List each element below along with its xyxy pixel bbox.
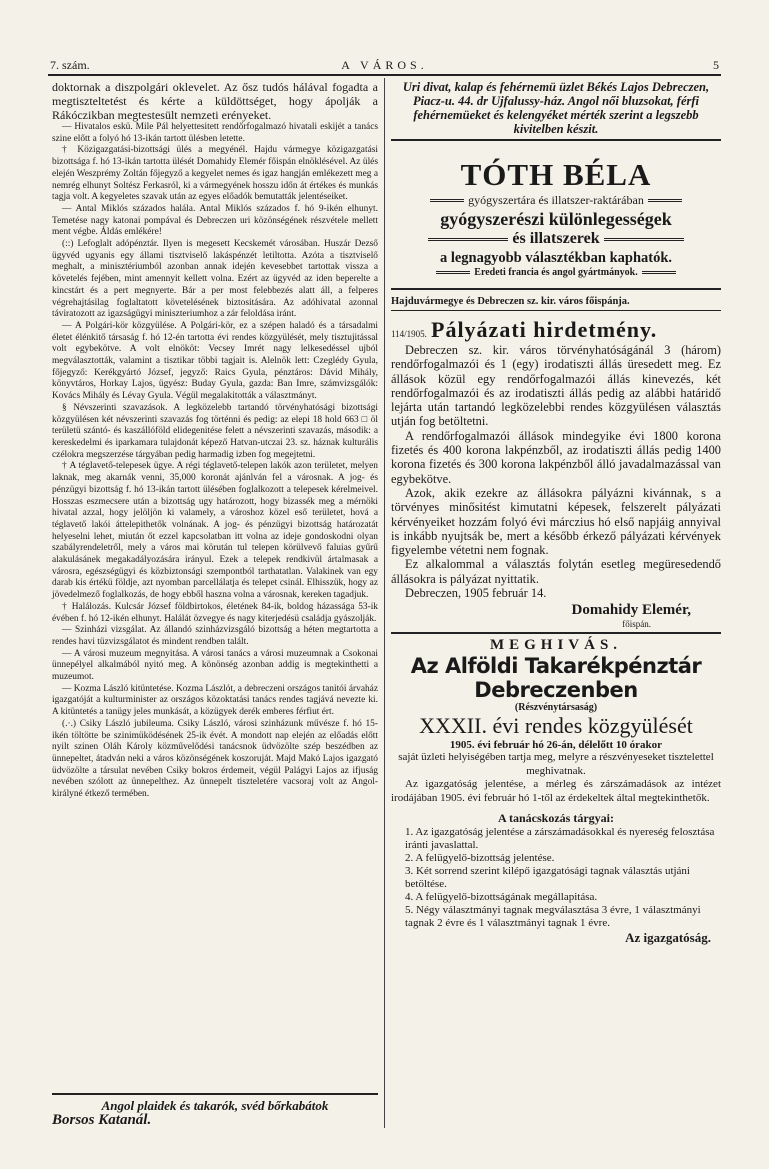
news-item: † Közigazgatási-bizottsági ülés a megyénél. Hajdu vármegye közigazgatási bizottsága f. hó 13-ikán tartotta ülését Domahidy Elemér főispán elnöklésével. Az ülés elején Weszprémy Zoltán főjegyző a kegyelet nemes és igaz hangján emlékezett meg a nemrég elhunyt Soltész Ferkasról, ki a vármegyének hosszu időn át értékes és munkás tagja volt. A kegyeletes szavak után az egyes előadók bemutatták jelentéseiket. (52, 145, 378, 203)
news-item: — A Polgári-kör közgyülése. A Polgári-kör, ez a szépen haladó és a társadalmi életet élénkitő társaság f. hó 12-én tartotta évi rendes közgyülését, mely tisztujitással volt egybekötve. A volt elnököt: Vecsey Imrét nagy lelkesedéssel ujból megválasztották, valamint a tisztikar többi tagjait is. Alelnök lett: Czeglédy Gyula, főjegyző: Kerékgyártó József, jegyző: Raics Gyula, pénztáros: Dávid Mihály, könyvtáros, Horkay Lajos, ügyész: Buday Gyula, gazda: Ban Imre, számvizsgálók: Kovács Mihály és Lévay Gyula. Végül megalakitották a választmányt. (52, 320, 378, 402)
news-item: — A városi muzeum megnyitása. A városi tanács a városi muzeumnak a Csokonai ünnepélyel alkalmából nyitó meg. A könönség azonban addig is megtekinthetti a muzeumot. (52, 648, 378, 683)
meeting-date: 1905. évi február hó 26-án, délelőtt 10 órakor (449, 739, 663, 752)
left-column (52, 80, 378, 801)
column-divider (384, 78, 385, 1128)
page-header (50, 58, 719, 74)
news-item: † Halálozás. Kulcsár József földbirtokos, életének 84-ik, boldog házassága 53-ik évében f. hó 12-ikén elhunyt. Halálát özvegye és nagy kiterjedésü családja gyászolják. (52, 601, 378, 624)
news-item: — Hivatalos eskü. Mile Pál helyettesitett rendőrfogalmazó hivatali eskijét a tanács szine előtt a folyó hó 13-ikán tartott ülésben letette. (52, 122, 378, 144)
agenda-list (391, 826, 721, 930)
section-rule (391, 310, 721, 311)
newspaper-title: A VÁROS. (341, 58, 428, 72)
notice-number: 114/1905. (391, 329, 427, 339)
agenda-item: 4. A felügyelő-bizottságának megállapitása. (405, 891, 598, 904)
double-rule (430, 199, 464, 202)
fashion-advertisement: Uri divat, kalap és fehérnemü üzlet Békés Lajos Debreczen, Piacz-u. 44. dr Ujfalussy-ház. Angol női bluzsokat, férfi fehérnemüeket és kelengyéket mérték szerint a legszebb kivitelben készit. (402, 80, 710, 136)
news-item: — Szinházi vizsgálat. Az állandó szinházvizsgáló bizottság a héten megtartotta a rendes havi tüzvizsgálatot és mindent rendben talált. (52, 625, 378, 647)
section-rule (391, 632, 721, 634)
agenda-item: 1. Az igazgatóság jelentése a zárszámadásokkal és nyereség felosztása iránti javaslattal. (405, 826, 715, 852)
ad-line: Angol plaidek és takarók, svéd bőrkabátok (101, 1098, 329, 1113)
news-item: (.·.) Csiky László jubileuma. Csiky László, városi szinházunk művésze f. hó 15-ikén töltötte be szinimüködésének 25-ik évét. A mondott nap elején az előadás előtt nyilt szinen Oláh Károly közművelődési tanácsnok üdvözölte szép beszédben az ünnepeltet, átadván neki a város közönségének koszoruját. Majd Makó Lajos igazgató üdvözölte a társulat nevében Csiky bokros érdemeit, végül Palágyi Lajos az ifjuság nevében szólott az ünnepelthez. Az ünnepelt tiszteletére vacsoraj volt az Angol-királyné étkező termében. (52, 718, 378, 800)
issue-number: 7. szám. (50, 58, 90, 72)
news-item: — Kozma László kitüntetése. Kozma Lászlót, a debreczeni országos tanitói árvaház igazgatóját a kulturminister az országos közoktatási tanács rendes tagjává nevezte ki. A kitüntetés a tanügy jeles munkását, a közügyek derék emberes férfiut ért. (52, 683, 378, 718)
bank-signoff: Az igazgatóság. (625, 930, 711, 946)
right-column (391, 80, 721, 946)
ad-shop-name: Borsos Katanál. (52, 1112, 152, 1128)
news-item: § Névszerinti szavazások. A legközelebb tartandó törvényhatósági bizottsági közgyülésen két névszerinti szavazás fog történni és pedig: az elepi 18 hold 663 □ öl területü szántó- és kaszállóföld elidegenitése felett a névszerinti szavazás, második: a kereskedelmi és iparkamara tulajdonát képező Hatvan-utczai 23. sz. háznak kulturális czélokra megszerzése tárgyában pedig harmadig izben fog megejtetni. (52, 402, 378, 460)
bottom-advertisement (52, 1090, 378, 1128)
double-rule (428, 238, 508, 241)
notice-body: Debreczen sz. kir. város törvényhatóságánál 3 (három) rendőrfogalmazói és 1 (egy) irodatiszti állás üresedett meg. Ez állások közül egy rendőrfogalmazói állás kinevezés, két rendőrfogalmazói és az irodatiszti állás pedig az alábbi határidő lejárta után tartandó legközelebbi rendes közgyülésen választás utján fog betöltetni. A rendőrfogalmazói állások mindegyike évi 1800 korona fizetés és 400 korona lakpénzből, az irodatiszti állás pedig 1400 korona fizetés és 300 korona lakpénzből álló javadalmazással van egybekötve. Azok, akik ezekre az állásokra pályázni kivánnak, s a törvényes minősitést kimutatni képesek, felszerelt pályázati kérvényeiket hozzám folyó évi márczius hó első napjáig annyival is inkább nyujtsák be, mert a később érkező pályázati kérvények figyelembe vétetni nem fognak. Ez alkalommal a választás folytán esetleg megüresedendő állásokra is pályázat nyittatik. Debreczen, 1905 február 14. (391, 343, 721, 601)
bank-type: (Részvénytársaság) (514, 702, 598, 714)
notice-header: Hajduvármegye és Debreczen sz. kir. város főispánja. (391, 296, 630, 307)
meeting-title: XXXII. évi rendes közgyülését (419, 713, 693, 739)
agenda-item: 5. Négy választmányi tagnak megválasztása 3 évre, 1 választmányi tagnak 2 évre és 1 választmányi tagnak 1 évre. (405, 904, 701, 930)
pharmacy-line: a legnagyobb választékban kaphatók. (439, 250, 673, 266)
notice-title: Pályázati hirdetmény. (431, 317, 658, 342)
notice-title-row (391, 317, 721, 343)
pharmacy-line: Eredeti francia és angol gyártmányok. (391, 267, 721, 278)
news-item: † A téglavető-telepesek ügye. A régi téglavető-telepen lakók azon területet, melyen laknak, meg akarnák venni, 35,000 koronát ajánlván fel a városnak. A jog- és pénzügyi bizottság f. hó 13-ikán tartott ülésében foglalkozott a telepesek kérelmeivel. Hosszas eszmecsere után a bizottság ugy határozott, hogy bizassék meg a mérnöki hivatal azzal, hogy jelöljön ki valamely, a városhoz közel eső területet, hová a téglavető lakói áttelepithetők volnának. A jog- és pénzügyi bizottság határozatát helyeselni lehet, miután őt ezzel kapcsolatban itt volna az ideje gondoskodni olyan szabályrendeletről, mely a város mai körután tul telepen körülvevő faluias gyűrű alakulásánek megakadályozására irányul. Ezek a telepek rendkivül ártalmasak a városra, egészségügyi és közbiztonsági szempontból tarthatatlan. Valakinek van egy darab kis értékü földje, azt nyomban parcellálatja és telepet csinál. Elhisszük, hogy az jövedelmező foglalkozás, de hogy ebből haszna volna a városnak, kereken tagadjuk. (52, 461, 378, 601)
double-rule (642, 271, 676, 274)
pharmacy-line: és illatszerek (391, 230, 721, 248)
news-item: — Antal Miklós százados halála. Antal Miklós százados f. hó 9-ikén elhunyt. Temetése nagy katonai pompával és Debreczen uri közönségének részvétele mellett ment végbe. Áldás emlékére! (52, 203, 378, 238)
double-rule (604, 238, 684, 241)
notice-signature: Domahidy Elemér, (571, 602, 691, 619)
news-item: (::) Lefoglalt adópénztár. Ilyen is megesett Kecskemét városában. Huszár Dezső ügyvéd ugyanis egy állami tisztviselő lakáspénzét letiltotta. Azóta a tisztviselő meghalt, a minisztériumból azonban annak idején kevesebbet tartottak vissza a követelés fejében, mint amennyit kellett volna. Ezért az ügyvéd az iden beperelte a kincstárt és a pert megnyerte. Bár a per most felebbezés alatt áll, a felperes végrehajtásilag foglaltatott követelésének biztositására. Az adóhivatal azonnal táviratozott az igazságügyi miniszteriumhoz a zár feloldása iránt. (52, 239, 378, 320)
header-rule (48, 74, 721, 76)
ad-rule (52, 1093, 378, 1095)
agenda-item: 2. A felügyelő-bizottság jelentése. (405, 852, 555, 865)
pharmacy-line: gyógyszertára és illatszer-raktárában (391, 193, 721, 208)
agenda-item: 3. Két sorrend szerint kilépő igazgatósági tagnak választás utjáni betöltése. (405, 865, 690, 891)
section-rule (391, 288, 721, 290)
ad-rule (391, 139, 721, 141)
bank-name: Az Alföldi Takarékpénztár Debreczenben (410, 654, 702, 703)
intro-paragraph: doktornak a diszpolgári oklevelet. Az ősz tudós hálával fogadta a megtiszteltetést és kérte a küldöttséget, hogy ápolják a Rákóczikban megtestesült nemzeti erényeket. (52, 80, 378, 122)
double-rule (648, 199, 682, 202)
meeting-text: saját üzleti helyiségében tartja meg, melyre a részvényeseket tisztelettel meghivatnak. (398, 751, 714, 777)
notice-signature-title: főispán. (622, 619, 651, 630)
pharmacy-line: gyógyszerészi különlegességek (440, 209, 672, 229)
double-rule (436, 271, 470, 274)
page-number: 5 (713, 58, 719, 72)
meeting-text: Az igazgatóság jelentése, a mérleg és zárszámadások az intézet irodájában 1905. évi február hó 1-től az érdekeltek által megtekinthetők. (391, 778, 721, 804)
invitation-heading: MEGHIVÁS. (489, 637, 623, 654)
pharmacy-name: TÓTH BÉLA (460, 157, 652, 192)
agenda-heading: A tanácskozás tárgyai: (498, 811, 614, 826)
